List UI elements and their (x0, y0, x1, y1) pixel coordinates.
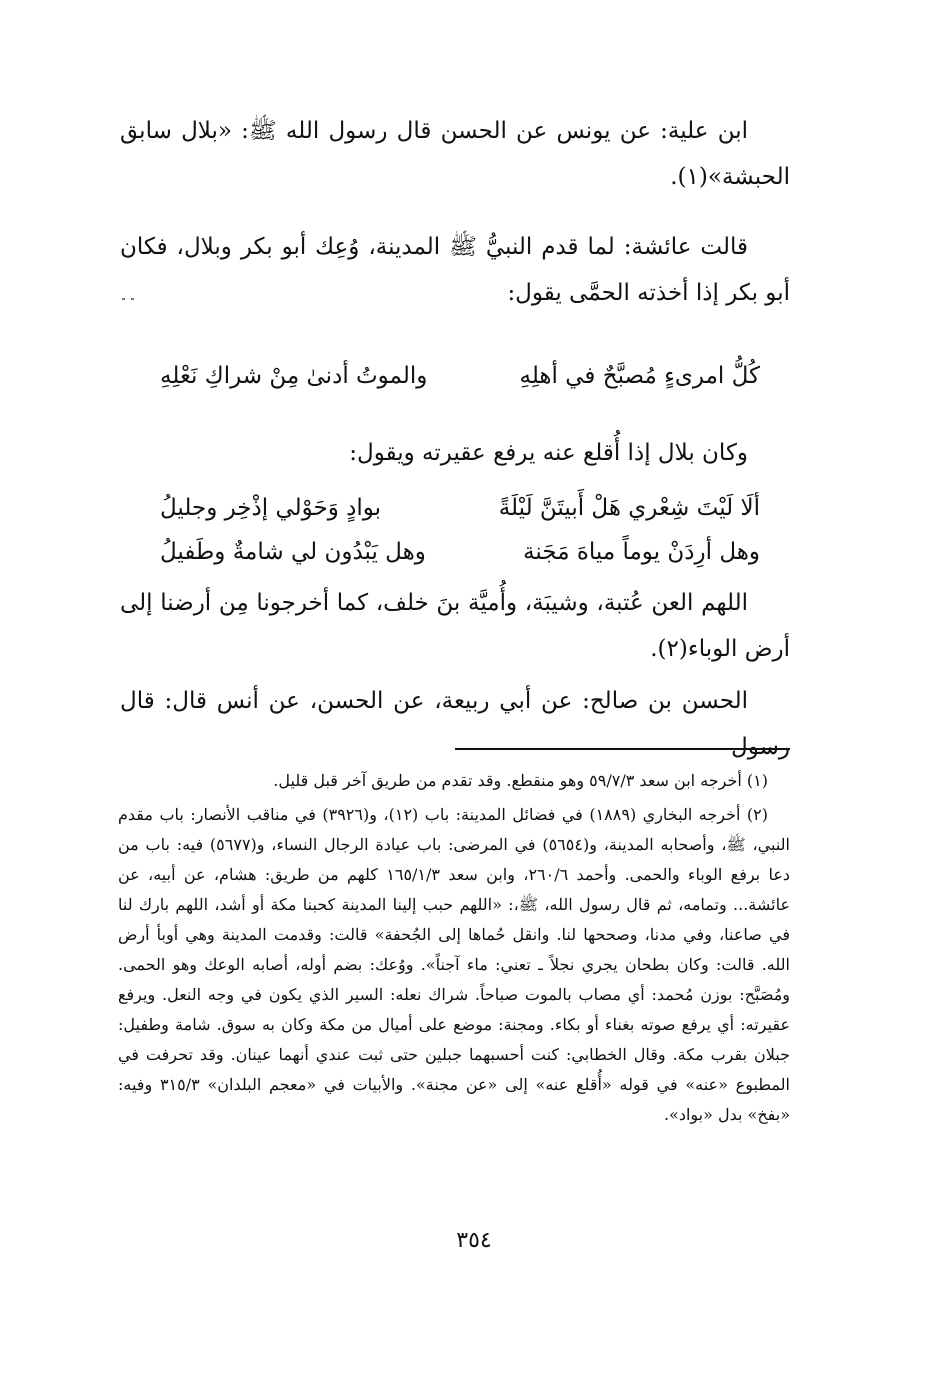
verse-1-first-hemistich: كُلُّ امرىءٍ مُصبَّحٌ في أهلِهِ (519, 363, 760, 389)
verse-line-3 (160, 532, 760, 572)
paragraph-bilal: وكان بلال إذا أُقلع عنه يرفع عقيرته ويقول: (349, 440, 748, 466)
paragraph-supplication: اللهم العن عُتبة، وشيبَة، وأُميَّة بنَ خلف، كما أخرجونا مِن أرضنا إلى أرض الوباء(٢). (120, 590, 790, 662)
paragraph-ibn-ulayya: ابن علية: عن يونس عن الحسن قال رسول الله ﷺ: «بلال سابق الحبشة»(١). (120, 118, 790, 190)
footnotes (118, 766, 790, 1134)
paragraph-aisha: قالت عائشة: لما قدم النبيُّ ﷺ المدينة، وُعِك أبو بكر وبلال، فكان أبو بكر إذا أخذته الحمَّى يقول: (120, 234, 790, 306)
scan-speck (131, 298, 134, 300)
page-number: ٣٥٤ (456, 1228, 492, 1253)
verse-2-first-hemistich: ألَا لَيْتَ شِعْري هَلْ أَبيتَنَّ لَيْلَةً (498, 495, 760, 521)
footnote-2: (٢) أخرجه البخاري (١٨٨٩) في فضائل المدينة: باب (١٢)، و(٣٩٢٦) في مناقب الأنصار: باب مقدم النبي، ﷺ، وأصحابه المدينة، و(٥٦٥٤) في المرضى: باب عيادة الرجال النساء، و(٥٦٧٧) فيه: باب من دعا برفع الوباء والحمى. وأحمد ٢٦٠/٦، وابن سعد ١٦٥/١/٣ كلهم من طريق: هشام، عن أبيه، عن عائشة... وتمامه، ثم قال رسول الله، ﷺ،: «اللهم حبب إلينا المدينة كحبنا مكة أو أشد، اللهم بارك لنا في صاعنا، وفي مدنا، وصححها لنا. وانقل حُماها إلى الجُحفة» قالت: وقدمت المدينة وهي أوبأ أرض الله. قالت: وكان بطحان يجري نجلاً ـ تعني: ماء آجناً». ووُعك: بضم أوله، أصابه الوعك وهو الحمى. ومُصَبَّح: بوزن مُحمد: أي مصاب بالموت صباحاً. شراك نعله: السير الذي يكون في وجه النعل. ويرفع عقيرته: أي يرفع صوته بغناء أو بكاء. ومجنة: موضع على أميال من مكة وكان به سوق. شامة وطفيل: جبلان بقرب مكة. وقال الخطابي: كنت أحسبهما جبلين حتى ثبت عندي أنهما عينان. وقد تحرفت في المطبوع «عنه» في قوله «أُقلع عنه» إلى «عن مجنة». والأبيات في «معجم البلدان» ٣١٥/٣ وفيه: «بفخ» بدل «بواد». (118, 805, 791, 1124)
verse-line-1 (160, 356, 760, 396)
footnote-1: (١) أخرجه ابن سعد ٥٩/٧/٣ وهو منقطع. وقد تقدم من طريق آخر قبل قليل. (273, 771, 768, 790)
verse-line-2 (160, 488, 760, 528)
scan-speck (122, 298, 125, 300)
paragraph-hasan-ibn-salih: الحسن بن صالح: عن أبي ربيعة، عن الحسن، عن أنس قال: قال رسول (120, 688, 790, 760)
verse-1-second-hemistich: والموتُ أدنىٰ مِنْ شراكِ نَعْلِهِ (160, 363, 428, 389)
footnote-separator (455, 748, 790, 750)
verse-3-first-hemistich: وهل أرِدَنْ يوماً مياهَ مَجَنة (523, 539, 760, 565)
verse-2-second-hemistich: بوادٍ وَحَوْلي إذْخِر وجليلُ (160, 495, 382, 521)
verse-3-second-hemistich: وهل يَبْدُون لي شامةٌ وطَفيلُ (160, 539, 426, 565)
